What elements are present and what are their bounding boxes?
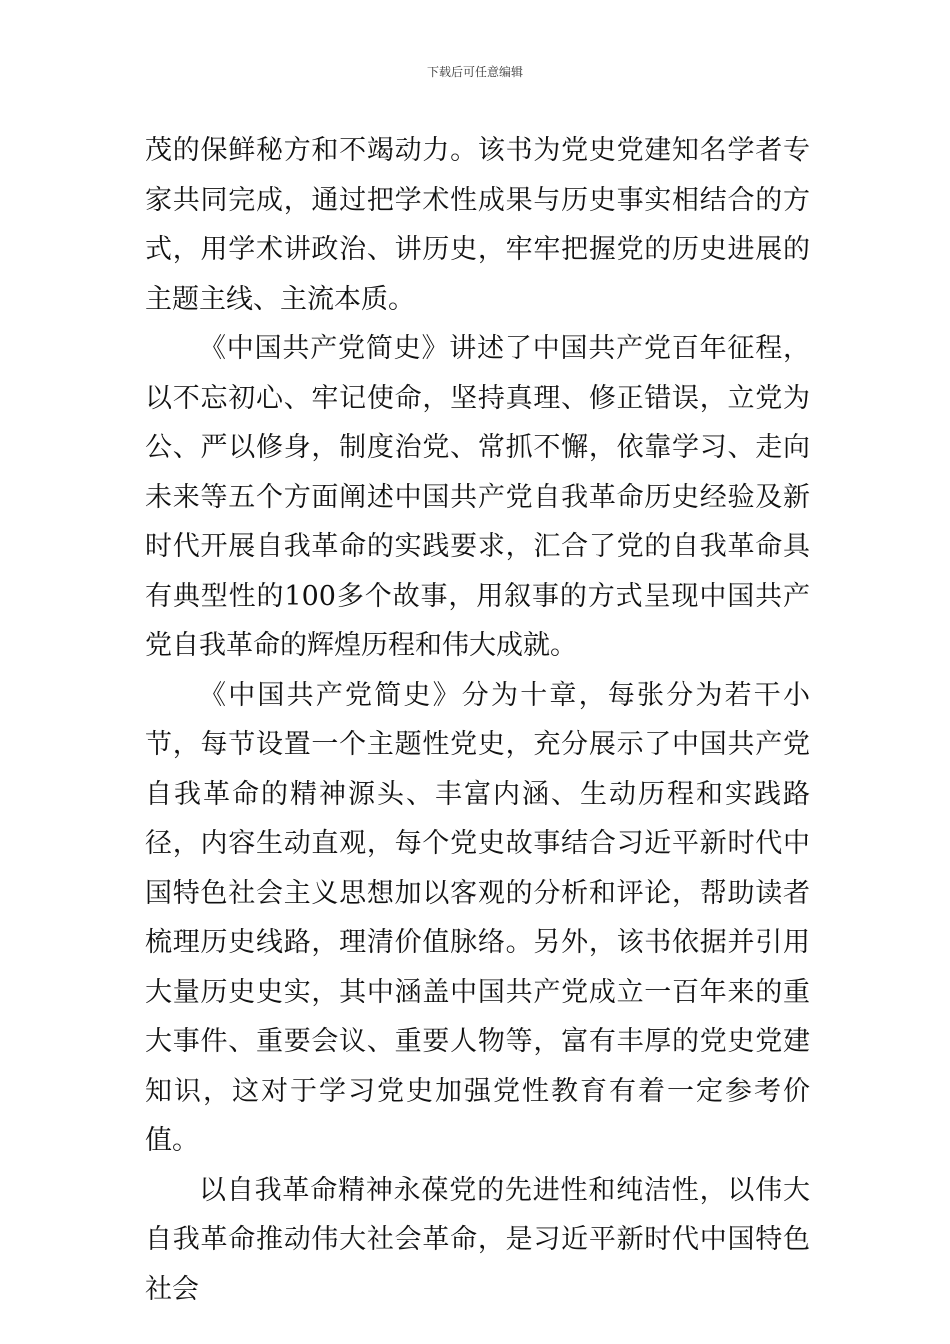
paragraph-book-overview: 《中国共产党简史》讲述了中国共产党百年征程，以不忘初心、牢记使命，坚持真理、修正错误，立党为公、严以修身，制度治党、常抓不懈，依靠学习、走向未来等五个方面阐述中国共产党自我革命历史经验及新时代开展自我革命的实践要求，汇合了党的自我革命具有典型性的100多个故事，用叙事的方式呈现中国共产党自我革命的辉煌历程和伟大成就。 <box>145 333 810 661</box>
page-header: 下载后可任意编辑 <box>426 65 523 79</box>
paragraph-self-revolution: 以自我革命精神永葆党的先进性和纯洁性，以伟大自我革命推动伟大社会革命，是习近平新时代中国特色社会 <box>145 1174 810 1305</box>
paragraph-book-structure: 《中国共产党简史》分为十章，每张分为若干小节，每节设置一个主题性党史，充分展示了中国共产党自我革命的精神源头、丰富内涵、生动历程和实践路径，内容生动直观，每个党史故事结合习近平新时代中国特色社会主义思想加以客观的分析和评论，帮助读者梳理历史线路，理清价值脉络。另外，该书依据并引用大量历史史实，其中涵盖中国共产党成立一百年来的重大事件、重要会议、重要人物等，富有丰厚的党史党建知识，这对于学习党史加强党性教育有着一定参考价值。 <box>145 679 810 1156</box>
document-body <box>145 126 810 1314</box>
paragraph-continuation: 茂的保鲜秘方和不竭动力。该书为党史党建知名学者专家共同完成，通过把学术性成果与历史事实相结合的方式，用学术讲政治、讲历史，牢牢把握党的历史进展的主题主线、主流本质。 <box>145 135 810 315</box>
